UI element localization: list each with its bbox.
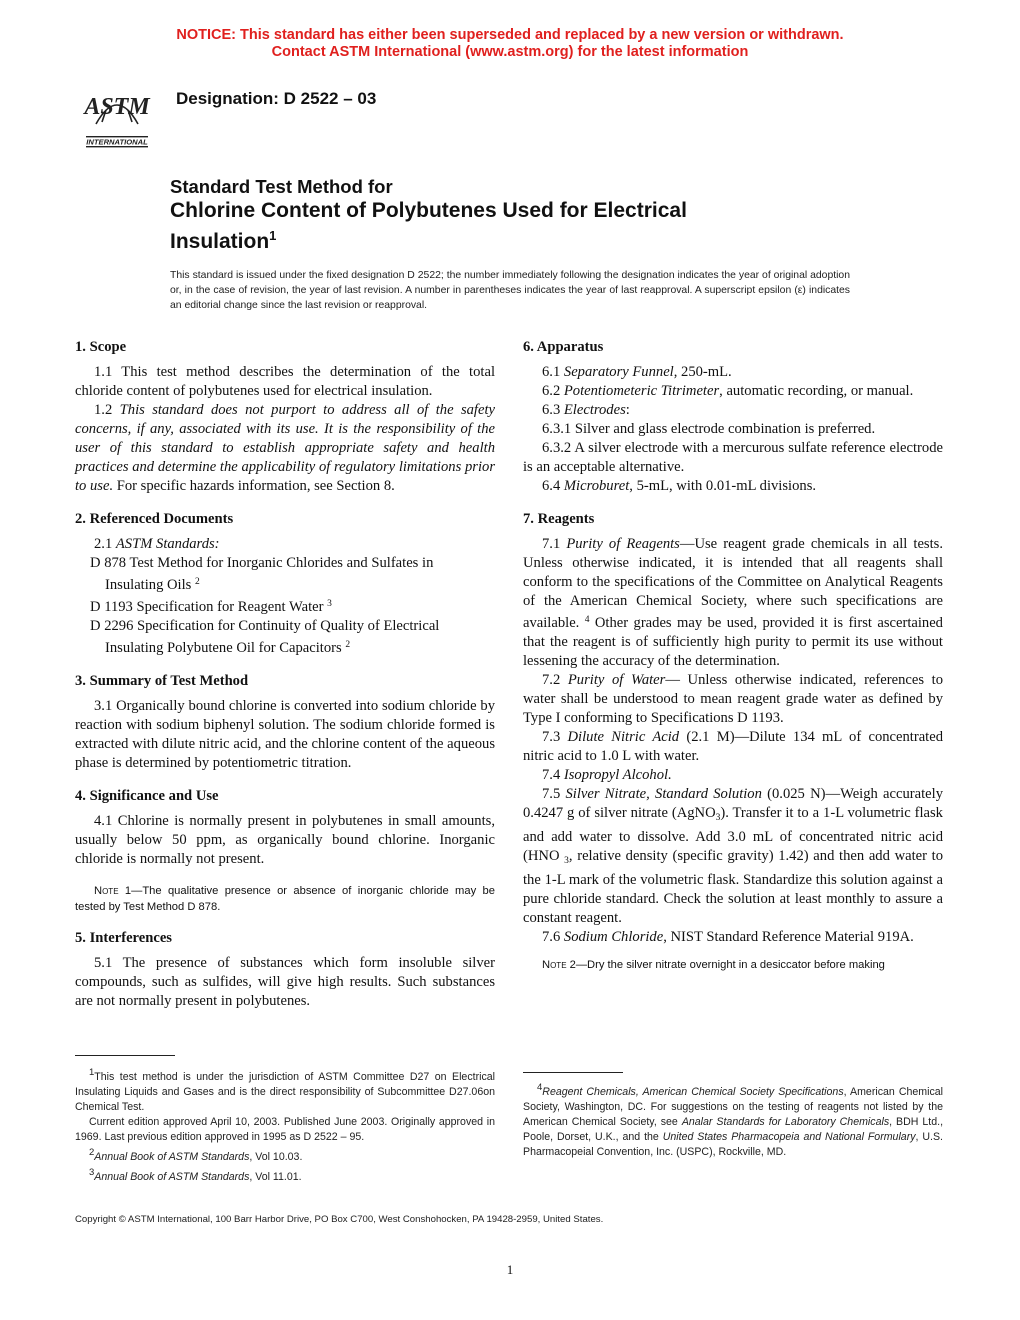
paragraph: 7.1 Purity of Reagents—Use reagent grade chemicals in all tests. Unless otherwise indicated, it is intended that all reagents shall conform to the specifications of the Committee on Analytical Reagents of the American Chemical Society, where such specifications are available. $^4$ Other grades may be used, provided it is first ascertained that the reagent is of sufficiently high purity to permit its use without lessening the accuracy of the determination. <box>523 536 943 669</box>
reference-item: D 878 Test Method for Inorganic Chlorides and Sulfates in Insulating Oils $^2$ <box>90 555 434 593</box>
footnotes-right <box>523 1080 943 1160</box>
footnote-1-continued: Current edition approved April 10, 2003. Published June 2003. Originally approved in 1969. Last previous edition approved in 1995 as D 2522 – 95. <box>75 1116 495 1143</box>
footnote-3: 3Annual Book of ASTM Standards, Vol 11.01. <box>89 1167 302 1183</box>
footnotes-left <box>75 1065 495 1185</box>
issued-statement: This standard is issued under the fixed designation D 2522; the number immediately following the designation indicates the year of original adoption or, in the case of revision, the year of last revision. A number in parentheses indicates the year of last reapproval. A superscript epsilon (ε) indicates an editorial change since the last revision or reapproval. <box>170 270 850 311</box>
logo-letters: ASTM <box>84 94 150 120</box>
note-1: Note 1—The qualitative presence or absence of inorganic chloride may be tested by Test Method D 878. <box>75 885 496 913</box>
section-scope <box>75 338 495 496</box>
paragraph: 7.2 Purity of Water— Unless otherwise indicated, references to water shall be understood to mean reagent grade water as defined by Type I conforming to Specifications D 1193. <box>523 672 944 726</box>
document-title <box>170 176 870 254</box>
section-title: 3. Summary of Test Method <box>75 673 249 689</box>
section-title: 7. Reagents <box>523 511 595 527</box>
paragraph: 1.1 This test method describes the determination of the total chloride content of polybutenes used for electrical insulation. <box>75 364 495 399</box>
section-summary <box>75 672 495 773</box>
section-title: 4. Significance and Use <box>75 788 219 804</box>
note-2: Note 2—Dry the silver nitrate overnight in a desiccator before making <box>542 959 885 971</box>
section-title: 6. Apparatus <box>523 339 604 355</box>
section-apparatus <box>523 338 943 496</box>
paragraph: 7.5 Silver Nitrate, Standard Solution (0.025 N)—Weigh accurately 0.4247 g of silver nitrate (AgNO$_3$). Transfer it to a 1-L volumetric flask and add water to dissolve. Add 3.0 mL of concentrated nitric acid (HNO $_3$, relative density (specific gravity) 1.42) and then add water to the 1-L mark of the volumetric flask. Standardize this solution against a pure chloride standard. Check the solution at least monthly to assure a constant reagent. <box>523 786 944 926</box>
designation: Designation: D 2522 – 03 <box>176 89 377 108</box>
title-line-1: Standard Test Method for <box>170 176 393 197</box>
paragraph: 6.2 Potentiometeric Titrimeter, automatic recording, or manual. <box>542 383 914 399</box>
copyright: Copyright © ASTM International, 100 Barr Harbor Drive, PO Box C700, West Conshohocken, PA 19428-2959, United States. <box>75 1214 604 1225</box>
paragraph: 6.4 Microburet, 5-mL, with 0.01-mL divisions. <box>542 478 817 494</box>
title-line-3: Insulation <box>170 230 270 253</box>
section-referenced-documents <box>75 510 495 658</box>
paragraph: 6.1 Separatory Funnel, 250-mL. <box>542 364 732 380</box>
notice-line-2: Contact ASTM International (www.astm.org) for the latest information <box>271 44 749 60</box>
left-column <box>75 338 495 1025</box>
paragraph: 6.3.2 A silver electrode with a mercurous sulfate reference electrode is an acceptable alternative. <box>523 440 943 475</box>
title-footnote-mark: 1 <box>269 228 277 243</box>
footnote-rule-left <box>75 1055 175 1056</box>
reference-item: D 2296 Specification for Continuity of Quality of Electrical Insulating Polybutene Oil for Capacitors $^2$ <box>90 618 440 656</box>
logo-subtitle: INTERNATIONAL <box>86 137 148 147</box>
section-title: 1. Scope <box>75 339 127 355</box>
paragraph: 7.4 Isopropyl Alcohol. <box>542 767 672 783</box>
astm-logo <box>74 78 160 148</box>
paragraph: 6.3.1 Silver and glass electrode combination is preferred. <box>542 421 876 437</box>
paragraph: 7.3 Dilute Nitric Acid (2.1 M)—Dilute 134 mL of concentrated nitric acid to 1.0 L with water. <box>523 729 944 764</box>
right-column <box>523 338 943 987</box>
footnote-rule-right <box>523 1072 623 1073</box>
paragraph: 1.2 This standard does not purport to address all of the safety concerns, if any, associated with its use. It is the responsibility of the user of this standard to establish appropriate safety and health practices and determine the applicability of regulatory limitations prior to use. For specific hazards information, see Section 8. <box>75 402 495 494</box>
page-number: 1 <box>506 1262 514 1277</box>
section-significance <box>75 787 495 915</box>
section-title: 5. Interferences <box>75 930 172 946</box>
footnote-1: 1This test method is under the jurisdiction of ASTM Committee D27 on Electrical Insulating Liquids and Gases and is the direct responsibility of Subcommittee D27.06on Chemical Test. <box>75 1067 495 1113</box>
paragraph: 3.1 Organically bound chlorine is converted into sodium chloride by reaction with sodium biphenyl solution. The sodium chloride formed is extracted with dilute nitric acid, and the chlorine content of the aqueous phase is determined by potentiometric titration. <box>75 698 495 771</box>
footnote-4: 4Reagent Chemicals, American Chemical Society Specifications, American Chemical Society, Washington, DC. For suggestions on the testing of reagents not listed by the American Chemical Society, see Analar Standards for Laboratory Chemicals, BDH Ltd., Poole, Dorset, U.K., and the United States Pharmacopeia and National Formulary, U.S. Pharmacopeial Convention, Inc. (USPC), Rockville, MD. <box>523 1082 944 1158</box>
paragraph: 4.1 Chlorine is normally present in polybutenes in small amounts, usually below 50 ppm, as organically bound chlorine. Inorganic chloride is normally not present. <box>75 813 495 867</box>
notice-line-1: NOTICE: This standard has either been superseded and replaced by a new version or withdrawn. <box>176 27 844 43</box>
section-title: 2. Referenced Documents <box>75 511 234 527</box>
paragraph: 6.3 Electrodes: <box>542 402 630 418</box>
paragraph: 5.1 The presence of substances which form insoluble silver compounds, such as sulfides, will give high results. Such substances are not normally present in polybutenes. <box>75 955 495 1009</box>
section-interferences <box>75 929 495 1011</box>
section-reagents <box>523 510 943 973</box>
reference-item: D 1193 Specification for Reagent Water $^3$ <box>90 599 332 615</box>
paragraph: 2.1 ASTM Standards: <box>94 536 220 552</box>
paragraph: 7.6 Sodium Chloride, NIST Standard Reference Material 919A. <box>542 929 914 945</box>
title-line-2: Chlorine Content of Polybutenes Used for Electrical <box>170 199 687 222</box>
footnote-2: 2Annual Book of ASTM Standards, Vol 10.03. <box>89 1147 303 1163</box>
